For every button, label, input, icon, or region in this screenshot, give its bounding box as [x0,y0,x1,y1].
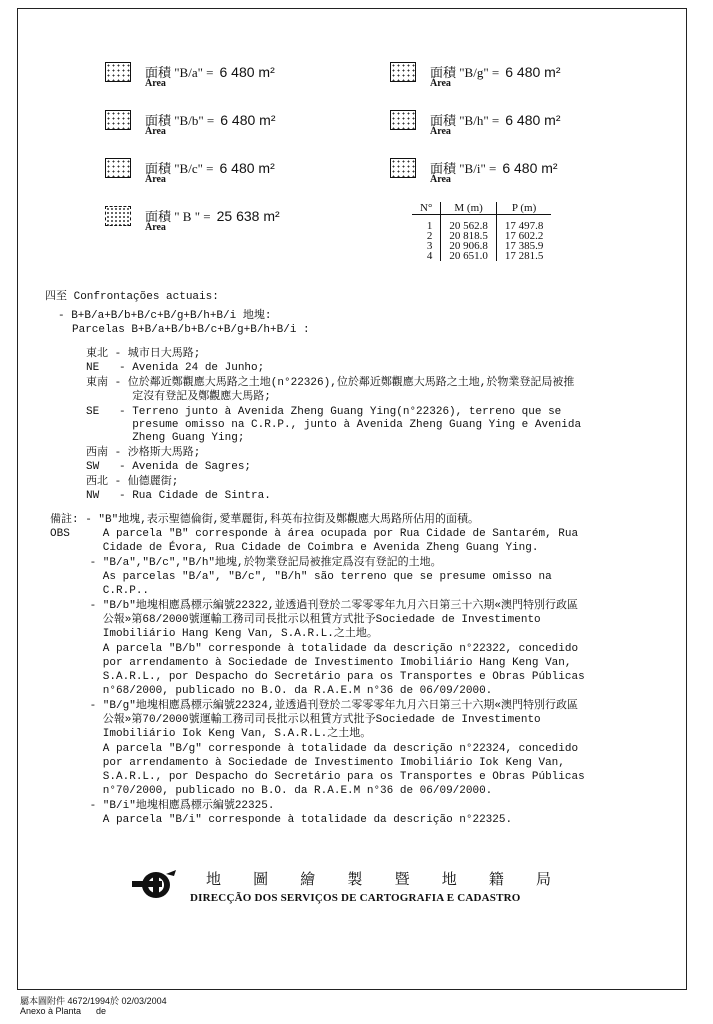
boundary-line: presume omisso na C.R.P., junto à Avenida Zheng Guang Ying e Avenida [86,419,582,431]
boundary-line: 定沒有登記及鄭觀應大馬路; [86,391,271,403]
parcels-line-cn: - B+B/a+B/b+B/c+B/g+B/h+B/i 地塊: [58,310,272,322]
column-header: M (m) [441,202,497,215]
area-value: 6 480 m² [505,112,561,128]
area-label-pt: Área [145,222,166,233]
hatch-swatch-icon [105,158,131,178]
agency-char: 暨 [394,870,410,888]
area-label: 面積 " B " = [145,209,211,224]
column-header: N° [412,202,441,215]
agency-char: 地 [441,870,457,888]
hatch-swatch-icon [105,110,131,130]
boundary-line: 東北 - 城市日大馬路; [86,348,201,360]
obs-line: A parcela "B/i" corresponde à totalidade da descrição n°22325. [50,814,513,826]
boundary-line: 西北 - 仙德麗街; [86,476,179,488]
table-row [412,251,551,261]
agency-char: 繪 [300,870,316,888]
obs-line: por arrendamento à Sociedade de Investimento Imobiliário Hang Keng Van, [50,657,572,669]
table-cell: 20 906.8 [441,241,497,251]
table-row [412,215,551,232]
hatch-swatch-icon [390,110,416,130]
agency-char: 製 [347,870,363,888]
table-cell: 17 497.8 [496,215,551,232]
obs-line: Cidade de Évora, Rua Cidade de Coimbra e Avenida Zheng Guang Ying. [50,542,539,554]
obs-line: Imobiliário Hang Keng Van, S.A.R.L.之土地。 [50,628,378,640]
obs-line: por arrendamento à Sociedade de Investimento Imobiliário Iok Keng Van, [50,757,565,769]
area-value: 6 480 m² [219,160,275,176]
boundary-line: SE - Terreno junto à Avenida Zheng Guang Ying(n°22326), terreno que se [86,406,562,418]
area-label: 面積 "B/h" = [430,113,500,128]
agency-char: 地 [206,870,222,888]
area-value: 6 480 m² [219,64,275,80]
obs-line: 公報»第68/2000號運輸工務司司長批示以租賃方式批予Sociedade de Investimento [50,614,541,626]
annex-line-cn: 屬本圖附件 4672/1994於 02/03/2004 [20,996,167,1006]
confrontations-title: 四至 Confrontações actuais: [45,291,219,303]
table-header-row [412,202,551,215]
area-value: 6 480 m² [505,64,561,80]
area-value: 6 480 m² [220,112,276,128]
area-value: 25 638 m² [216,208,280,224]
table-cell: 3 [426,240,433,252]
obs-line: As parcelas "B/a", "B/c", "B/h" são terreno que se presume omisso na [50,571,552,583]
agency-name-cn [206,868,551,889]
area-label-pt: Área [145,174,166,185]
boundary-line: 西南 - 沙格斯大馬路; [86,447,201,459]
table-cell: 2 [426,230,433,242]
table-cell: 20 651.0 [441,251,497,261]
hatch-swatch-icon [105,206,131,226]
area-label-pt: Área [145,126,166,137]
obs-line: OBS A parcela "B" corresponde à área ocupada por Rua Cidade de Santarém, Rua [50,528,579,540]
agency-char: 局 [535,870,551,888]
obs-line: - "B/a","B/c","B/h"地塊,於物業登記局被推定爲沒有登記的土地。 [50,557,442,569]
table-cell: 20 818.5 [441,231,497,241]
table-cell: 17 281.5 [496,251,551,261]
area-label-pt: Área [430,126,451,137]
obs-line: 備註: - "B"地塊,表示聖德倫街,愛華麗街,科英布拉街及鄭觀應大馬路所佔用的面積。 [50,514,480,526]
coordinates-table [412,202,551,261]
hatch-swatch-icon [390,62,416,82]
obs-line: C.R.P.. [50,585,150,597]
table-cell: 17 602.2 [496,231,551,241]
area-label: 面積 "B/b" = [145,113,215,128]
hatch-swatch-icon [105,62,131,82]
area-value: 6 480 m² [502,160,558,176]
obs-line: n°70/2000, publicado no B.O. da R.A.E.M n°36 de 06/09/2000. [50,785,493,797]
agency-char: 圖 [253,870,269,888]
parcels-line-pt: Parcelas B+B/a+B/b+B/c+B/g+B/h+B/i : [72,324,310,336]
column-header: P (m) [496,202,551,215]
obs-line: - "B/b"地塊相應爲標示編號22322,並透過刊登於二零零零年九月六日第三十六期«澳門特別行政區 [50,600,579,612]
obs-line: - "B/i"地塊相應爲標示編號22325. [50,800,275,812]
area-label: 面積 "B/c" = [145,161,214,176]
agency-name-pt: DIRECÇÃO DOS SERVIÇOS DE CARTOGRAFIA E CADASTRO [190,892,521,904]
boundary-line: NW - Rua Cidade de Sintra. [86,490,271,502]
obs-line: Imobiliário Iok Keng Van, S.A.R.L.之土地。 [50,728,372,740]
boundary-line: Zheng Guang Ying; [86,432,245,444]
annex-line-pt: Anexo à Planta de [20,1006,107,1016]
area-label-pt: Área [430,78,451,89]
obs-line: A parcela "B/b" corresponde à totalidade da descrição n°22322, concedido [50,643,579,655]
area-label: 面積 "B/a" = [145,65,214,80]
boundary-line: NE - Avenida 24 de Junho; [86,362,265,374]
table-cell: 17 385.9 [496,241,551,251]
obs-line: S.A.R.L., por Despacho do Secretário para os Transportes e Obras Públicas [50,671,585,683]
table-cell: 1 [426,220,433,232]
boundary-line: SW - Avenida de Sagres; [86,461,252,473]
table-cell: 4 [426,250,433,262]
obs-line: - "B/g"地塊相應爲標示編號22324,並透過刊登於二零零零年九月六日第三十六期«澳門特別行政區 [50,700,579,712]
boundary-line: 東南 - 位於鄰近鄭觀應大馬路之土地(n°22326),位於鄰近鄭觀應大馬路之土地,於物業登記局被推 [86,377,575,389]
obs-line: A parcela "B/g" corresponde à totalidade da descrição n°22324, concedido [50,743,579,755]
area-label-pt: Área [430,174,451,185]
obs-line: n°68/2000, publicado no B.O. da R.A.E.M n°36 de 06/09/2000. [50,685,493,697]
area-label-pt: Área [145,78,166,89]
obs-line: S.A.R.L., por Despacho do Secretário para os Transportes e Obras Públicas [50,771,585,783]
table-cell: 20 562.8 [441,215,497,232]
obs-line: 公報»第70/2000號運輸工務司司長批示以租賃方式批予Sociedade de Investimento [50,714,541,726]
agency-char: 籍 [488,870,504,888]
area-label: 面積 "B/i" = [430,161,497,176]
area-label: 面積 "B/g" = [430,65,500,80]
dscc-logo-icon [130,868,178,902]
hatch-swatch-icon [390,158,416,178]
